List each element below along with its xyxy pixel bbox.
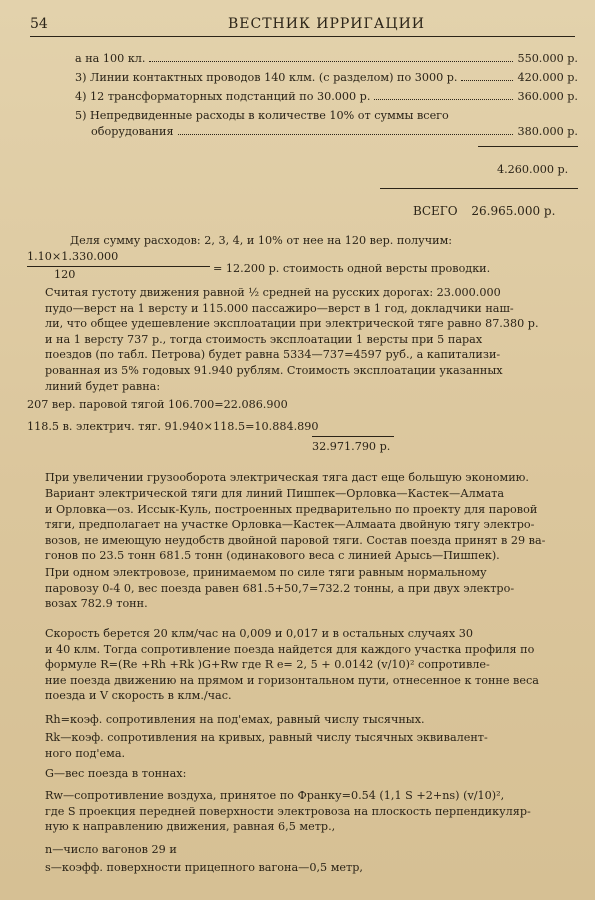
division-bar bbox=[27, 266, 210, 267]
division-numerator: 1.10×1.330.000 bbox=[27, 250, 119, 263]
calc-rule bbox=[312, 436, 394, 437]
cost-item: а на 100 кл. 550.000 р. bbox=[75, 52, 578, 65]
paragraph: Скорость берется 20 клм/час на 0,009 и 0,017 и в остальных случаях 30 и 40 клм. Тогда сопротивление поезда найдется для каждого участка профиля по формуле R=(Re +Rh +Rk )G+Rw где R e= 2, 5 + 0.0142 (v/10)² сопротивле- ние поезда движению на прямом и горизонтальном пути, отнесенное к тонне веса поезда и V скорость в клм./час. bbox=[45, 627, 539, 703]
paragraph: Rk—коэф. сопротивления на кривых, равный числу тысячных эквивалент- ного под'ема. bbox=[45, 731, 488, 760]
grand-total: ВСЕГО 26.965.000 р. bbox=[413, 204, 556, 218]
header-rule bbox=[30, 36, 575, 37]
paragraph: При одном электровозе, принимаемом по силе тяги равным нормальному паровозу 0-4 0, вес поезда равен 681.5+50,7=732.2 тонны, а при двух электро- возах 782.9 тонн. bbox=[45, 566, 515, 611]
division-text: Деля сумму расходов: 2, 3, 4, и 10% от нее на 120 вер. получим: bbox=[70, 234, 453, 247]
division-denominator: 120 bbox=[54, 268, 76, 281]
paragraph: Считая густоту движения равной ½ средней на русских дорогах: 23.000.000 пудо—верст на 1 версту и 115.000 пассажиро—верст в 1 год, докладчики наш- ли, что общее удешевление эксплоатации при электрической тяге равно 87.380 р. и на 1 версту 737 р., тогда стоимость эксплоатации 1 версты при 5 парах поездов (по табл. Петрова) будет равна 5334—737=4597 руб., а капитализи- рованная из 5% годовых 91.940 рублям. Стоимость эксплоатации указанных линий будет равна: bbox=[45, 286, 539, 393]
calc-electric: 118.5 в. электрич. тяг. 91.940×118.5=10.884.890 bbox=[27, 420, 319, 433]
calc-total: 32.971.790 р. bbox=[312, 440, 391, 453]
page-header bbox=[0, 0, 595, 40]
calc-steam: 207 вер. паровой тягой 106.700=22.086.900 bbox=[27, 398, 288, 411]
sum-rule bbox=[380, 188, 578, 189]
cost-item: 3) Линии контактных проводов 140 клм. (с разделом) по 3000 р. 420.000 р. bbox=[75, 71, 578, 84]
paragraph: n—число вагонов 29 и bbox=[45, 843, 177, 856]
paragraph: Rh=коэф. сопротивления на под'емах, равный числу тысячных. bbox=[45, 713, 425, 726]
page-number: 54 bbox=[30, 16, 48, 32]
cost-item: 4) 12 трансформаторных подстанций по 30.000 р. 360.000 р. bbox=[75, 90, 578, 103]
paragraph: Вариант электрической тяги для линий Пишпек—Орловка—Кастек—Алмата и Орловка—оз. Иссык-Куль, построенных предварительно по проекту для паровой тяги, предполагает на участке Орловка—Кастек—Алмаата двойную тягу электро- возов, не имеющую неудобств двойной паровой тяги. Состав поезда принят в 29 ва- гонов по 23.5 тонн 681.5 тонн (одинакового веса с линией Арысь—Пишпек). bbox=[45, 487, 546, 563]
paragraph: Rw—сопротивление воздуха, принятое по Франку=0.54 (1,1 S +2+ns) (v/10)², где S проекция передней поверхности электровоза на плоскость перпендикуляр- ную к направлению движения, равная 6,5 метр., bbox=[45, 789, 531, 834]
paragraph: При увеличении грузооборота электрическая тяга даст еще большую экономию. bbox=[45, 471, 529, 484]
paragraph: s—коэфф. поверхности прицепного вагона—0,5 метр, bbox=[45, 861, 363, 874]
sum-rule bbox=[478, 146, 578, 147]
paragraph: G—вес поезда в тоннах: bbox=[45, 767, 187, 780]
subtotal: 4.260.000 р. bbox=[497, 163, 569, 176]
cost-item: оборудования 380.000 р. bbox=[91, 125, 578, 138]
cost-item-line1: 5) Непредвиденные расходы в количестве 10% от суммы всего bbox=[75, 109, 449, 122]
journal-title: ВЕСТНИК ИРРИГАЦИИ bbox=[228, 16, 426, 32]
division-result: = 12.200 р. стоимость одной версты проводки. bbox=[213, 262, 491, 275]
